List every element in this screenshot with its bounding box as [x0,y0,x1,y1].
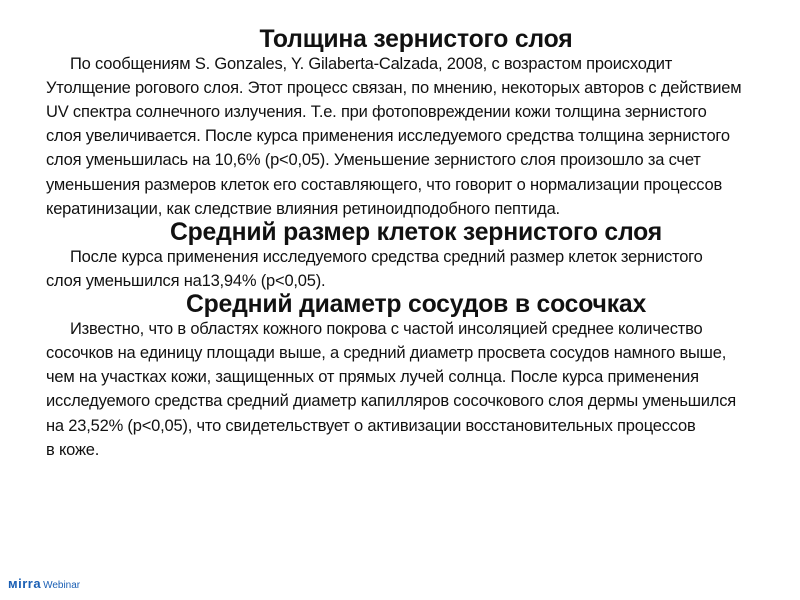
paragraph-papillary-vessel-diameter: Известно, что в областях кожного покрова с частой инсоляцией среднее количество сосочков на единицу площади выше, а средний диаметр просвета сосудов намного выше, чем на участках кожи, защищенных от прямых лучей солнца. После курса применения исследуемого средства средний диаметр капилляров сосочкового слоя дермы уменьшился на 23,52% (р<0,05), что свидетельствует о активизации восстановительных процессов в коже. [46,320,736,459]
heading-granular-layer-thickness: Толщина зернистого слоя [259,26,573,53]
heading-papillary-vessel-diameter: Средний диаметр сосудов в сосочках [185,291,647,319]
logo-sub: Webinar [43,580,81,591]
mirra-webinar-logo [8,576,80,592]
logo-brand: мirra [8,576,42,591]
paragraph-granular-layer-thickness: По сообщениям S. Gonzales, Y. Gilaberta-Calzada, 2008, с возрастом происходит Утолщение рогового слоя. Этот процесс связан, по мнению, некоторых авторов с действием UV спектра солнечного излучения. Т.е. при фотоповреждении кожи толщина зернистого слоя увеличивается. После курса применения исследуемого средства толщина зернистого слоя уменьшилась на 10,6% (р<0,05). Уменьшение зернистого слоя произошло за счет уменьшения размеров клеток его составляющего, что говорит о нормализации процессов кератинизации, как следствие влияния ретиноидподобного пептида. [46,55,742,218]
paragraph-granular-cell-size: После курса применения исследуемого средства средний размер клеток зернистого слоя уменьшился на13,94% (р<0,05). [46,247,703,290]
heading-granular-cell-size: Средний размер клеток зернистого слоя [169,218,663,246]
slide-content [46,28,786,462]
